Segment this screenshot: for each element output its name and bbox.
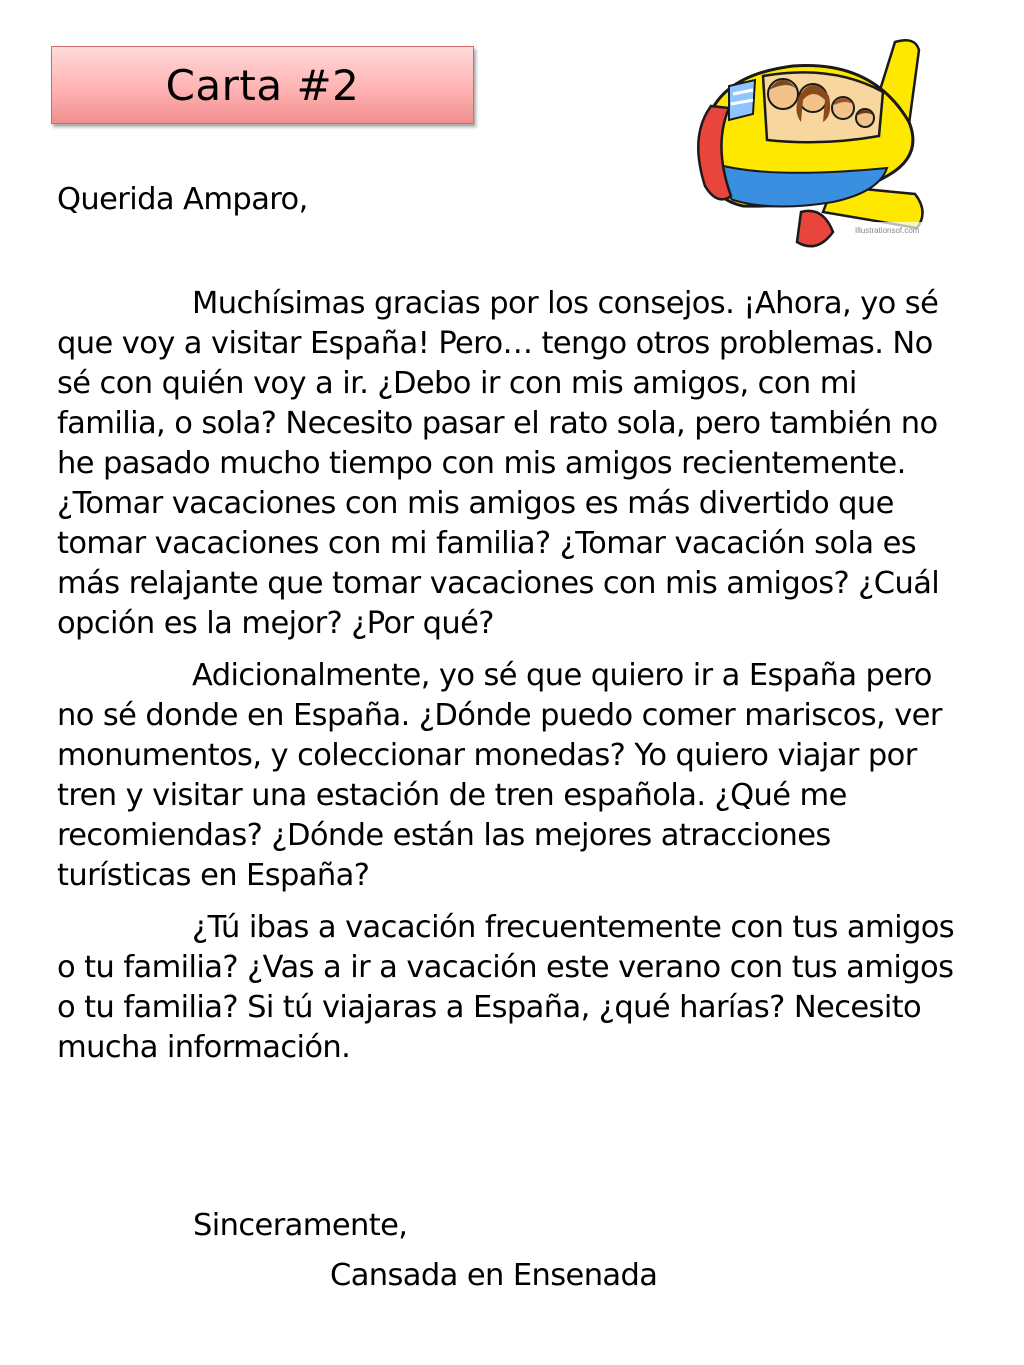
letter-signature: Cansada en Ensenada [330, 1258, 658, 1293]
letter-greeting: Querida Amparo, [57, 182, 308, 217]
page-title [51, 46, 474, 124]
letter-closing: Sinceramente, [193, 1208, 408, 1243]
letter-body [57, 180, 962, 1068]
letter-paragraph: Adicionalmente, yo sé que quiero ir a España pero no sé donde en España. ¿Dónde puedo comer mariscos, ver monumentos, y coleccionar monedas? Yo quiero viajar por tren y visitar una estación de tren española. ¿Qué me recomiendas? ¿Dónde están las mejores atracciones turísticas en España? [57, 658, 942, 893]
letter-paragraph: Muchísimas gracias por los consejos. ¡Ahora, yo sé que voy a visitar España! Pero… tengo otros problemas. No sé con quién voy a ir. ¿Debo ir con mis amigos, con mi familia, o sola? Necesito pasar el rato sola, pero también no he pasado mucho tiempo con mis amigos recientemente. ¿Tomar vacaciones con mis amigos es más divertido que tomar vacaciones con mi familia? ¿Tomar vacación sola es más relajante que tomar vacaciones con mis amigos? ¿Cuál opción es la mejor? ¿Por qué? [57, 286, 940, 641]
title-text: Carta #2 [165, 60, 360, 110]
watermark-text: Illustrationsof.com [855, 226, 920, 235]
letter-paragraph: ¿Tú ibas a vacación frecuentemente con tus amigos o tu familia? ¿Vas a ir a vacación este verano con tus amigos o tu familia? Si tú viajaras a España, ¿qué harías? Necesito mucha información. [57, 910, 955, 1065]
